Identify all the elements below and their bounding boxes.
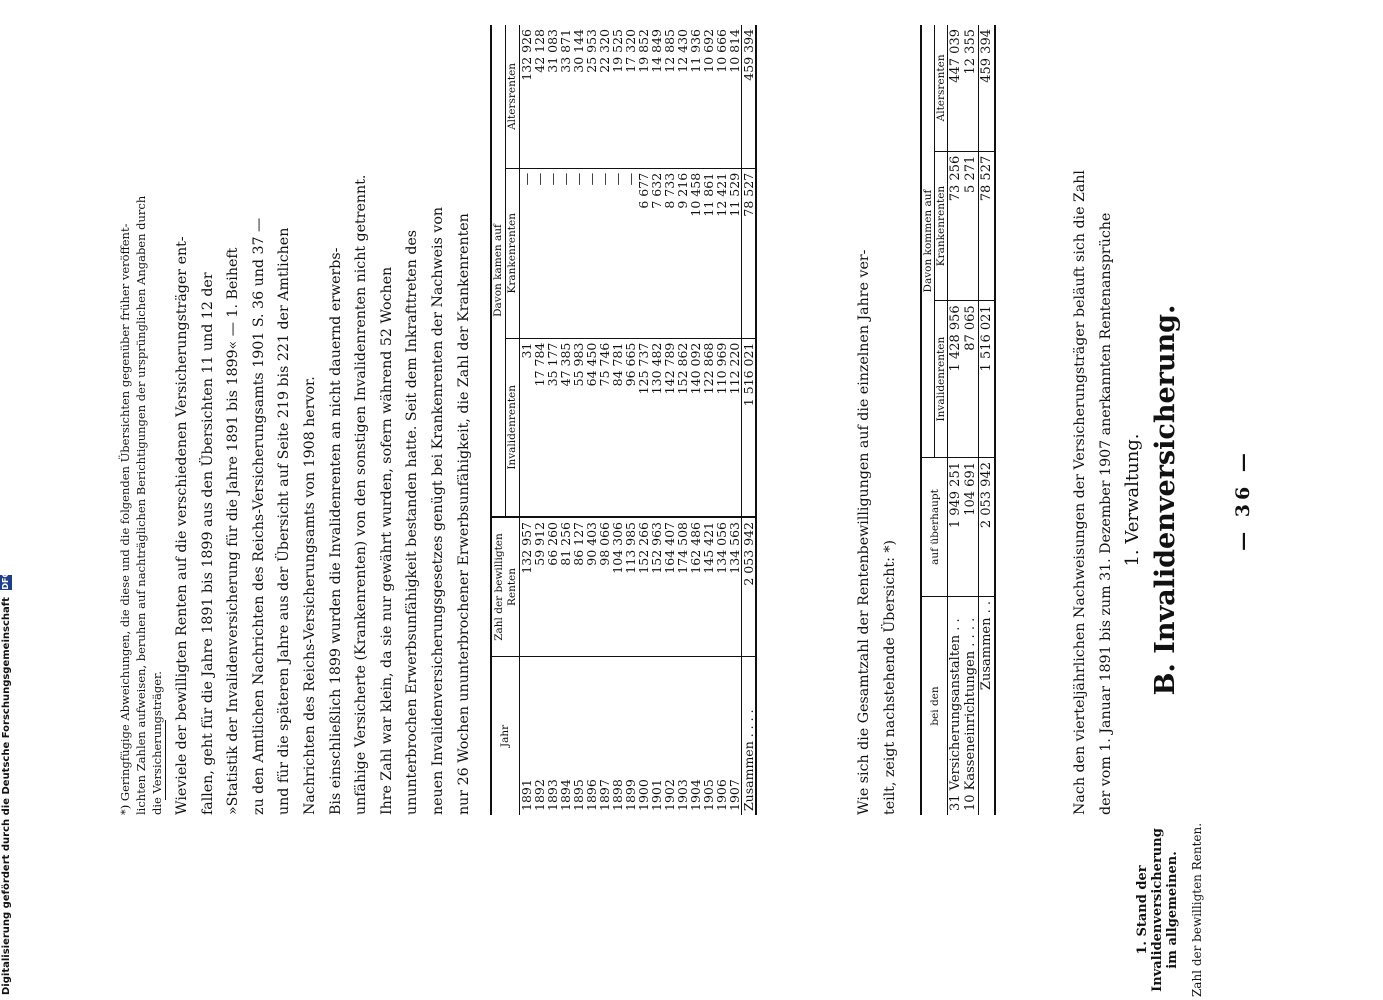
cell-alters: 447 039	[948, 29, 963, 83]
cell-year: 1899	[624, 657, 637, 816]
cell-alters: 11 936	[688, 29, 703, 73]
cell-year: 1904	[689, 657, 702, 816]
footnote-line: *) Geringfügige Abweichungen, die diese und die folgenden Übersichten gegenüber früher veröffent-	[118, 223, 132, 815]
cell-year: 1898	[611, 657, 624, 816]
cell-kranken: —	[572, 168, 585, 338]
body-line: nur 26 Wochen ununterbrochener Erwerbsunfähigkeit, die Zahl der Krankenrenten	[455, 213, 472, 815]
body-line: unfähige Versicherte (Krankenrenten) von den sonstigen Invalidenrenten nicht getrennt.	[353, 174, 370, 815]
cell-alters: 10 814	[727, 29, 742, 73]
cell-alters: 12 885	[662, 29, 677, 73]
footnote	[117, 25, 165, 815]
footnote-line: die Versicherungsträger.	[150, 671, 164, 815]
cell-total: 134 563	[728, 517, 742, 657]
header-altersrenten: Altersrenten	[506, 62, 518, 130]
cell-year: 1896	[585, 657, 598, 816]
cell-total: 113 985	[624, 517, 637, 657]
sum-invaliden: 1 516 021	[742, 338, 757, 517]
sum-label: Zusammen . .	[979, 597, 996, 816]
cell-invaliden: 31	[520, 338, 534, 517]
cell-total: 104 691	[963, 458, 979, 597]
digitization-notice	[0, 5, 12, 995]
cell-total: 134 056	[715, 517, 728, 657]
cell-kranken: —	[520, 168, 534, 338]
table-row	[702, 25, 715, 815]
header-invalidenrenten: Invalidenrenten	[935, 301, 948, 458]
body-line: ununterbrochen Erwerbsunfähigkeit bestanden hatte. Seit dem Inkrafttreten des	[404, 229, 421, 815]
body-line: zu den Amtlichen Nachrichten des Reichs-Versicherungsamts 1901 S. 36 und 37 —	[250, 217, 267, 815]
intro-paragraph	[1068, 25, 1119, 815]
table-row	[624, 25, 637, 815]
row-label: 31 Versicherungsanstalten . .	[948, 597, 964, 816]
table-row	[689, 25, 702, 815]
cell-total: 59 912	[533, 517, 546, 657]
cell-invaliden: 17 784	[533, 338, 546, 517]
header-auf-ueberhaupt: auf überhaupt	[921, 458, 948, 597]
cell-total: 145 421	[702, 517, 715, 657]
sum-kranken: 78 527	[742, 168, 757, 338]
margin-note	[1135, 820, 1204, 1000]
cell-total: 81 256	[559, 517, 572, 657]
cell-kranken: 8 733	[663, 168, 676, 338]
margin-note-line1: 1. Stand der	[1135, 865, 1150, 955]
cell-year: 1893	[546, 657, 559, 816]
cell-invaliden: 84 781	[611, 338, 624, 517]
table-row	[676, 25, 689, 815]
cell-year: 1905	[702, 657, 715, 816]
table-row	[715, 25, 728, 815]
page-number: — 36 —	[1232, 449, 1254, 551]
cell-kranken: 10 458	[689, 168, 702, 338]
cell-invaliden: 55 983	[572, 338, 585, 517]
header-zahl: Zahl der bewilligten Renten	[491, 517, 520, 657]
cell-alters: 10 666	[714, 29, 729, 73]
table-row	[559, 25, 572, 815]
cell-total: 98 066	[598, 517, 611, 657]
cell-alters: 132 926	[519, 29, 534, 81]
cell-alters: 42 128	[532, 29, 547, 73]
table-row	[546, 25, 559, 815]
dfg-logo-icon: DFG	[1, 570, 10, 590]
yearly-table-wrap	[490, 25, 757, 815]
header-jahr: Jahr	[491, 657, 520, 816]
cell-total: 1 949 251	[948, 458, 964, 597]
footnote-line: lichten Zahlen aufweisen, beruhen auf nachträglichen Berichtigungen der ursprünglichen Angaben durch	[134, 195, 148, 815]
cell-kranken: —	[598, 168, 611, 338]
cell-invaliden: 64 450	[585, 338, 598, 517]
cell-invaliden: 152 862	[676, 338, 689, 517]
cell-invaliden: 110 969	[715, 338, 728, 517]
cell-kranken: 5 271	[963, 151, 979, 301]
cell-invaliden: 142 789	[663, 338, 676, 517]
cell-kranken: —	[585, 168, 598, 338]
cell-alters: 25 953	[584, 29, 599, 73]
cell-year: 1894	[559, 657, 572, 816]
cell-year: 1895	[572, 657, 585, 816]
cell-year: 1892	[533, 657, 546, 816]
cell-year: 1907	[728, 657, 742, 816]
header-bei-den: bei den	[921, 597, 948, 816]
cell-invaliden: 35 177	[546, 338, 559, 517]
body-line: »Statistik der Invalidenversicherung für die Jahre 1891 bis 1899« — 1. Beiheft	[225, 247, 242, 815]
body-line: und für die späteren Jahre aus der Übersicht auf Seite 219 bis 221 der Amtlichen	[276, 227, 293, 815]
cell-total: 86 127	[572, 517, 585, 657]
cell-kranken: —	[624, 168, 637, 338]
sum-kranken: 78 527	[979, 151, 996, 301]
cell-total: 152 963	[650, 517, 663, 657]
table-row	[598, 25, 611, 815]
header-krankenrenten: Krankenrenten	[935, 151, 948, 301]
table-row	[663, 25, 676, 815]
transition-line: Wie sich die Gesamtzahl der Rentenbewilligungen auf die einzelnen Jahre ver-	[856, 249, 872, 815]
header-davon-kommen: Davon kommen auf	[922, 189, 934, 293]
body-paragraph	[170, 25, 477, 815]
cell-invaliden: 140 092	[689, 338, 702, 517]
cell-alters: 14 849	[649, 29, 664, 73]
table-row	[963, 25, 979, 815]
cell-total: 174 508	[676, 517, 689, 657]
cell-alters: 31 083	[545, 29, 560, 73]
summary-table-wrap	[920, 25, 996, 815]
cell-alters: 22 320	[597, 29, 612, 73]
cell-total: 132 957	[520, 517, 534, 657]
transition-paragraph	[852, 25, 903, 815]
header-altersrenten: Altersrenten	[935, 54, 947, 122]
transition-line: teilt, zeigt nachstehende Übersicht: *)	[881, 539, 898, 815]
cell-kranken: —	[533, 168, 546, 338]
cell-total: 162 486	[689, 517, 702, 657]
intro-line: der vom 1. Januar 1891 bis zum 31. Dezember 1907 anerkannten Rentenansprüche	[1097, 212, 1114, 815]
body-line: Wieviele der bewilligten Renten auf die verschiedenen Versicherungsträger ent-	[174, 236, 190, 815]
sum-row	[979, 25, 996, 815]
sum-alters: 459 394	[979, 29, 994, 83]
cell-total: 90 403	[585, 517, 598, 657]
cell-alters: 19 525	[610, 29, 625, 73]
table-row	[520, 25, 534, 815]
table-row	[611, 25, 624, 815]
sum-total: 2 053 942	[742, 517, 757, 657]
cell-total: 152 266	[637, 517, 650, 657]
cell-invaliden: 125 737	[637, 338, 650, 517]
sum-alters: 459 394	[741, 29, 756, 81]
sum-row	[742, 25, 757, 815]
table-row	[728, 25, 742, 815]
row-label: 10 Kasseneinrichtungen . . . .	[963, 597, 979, 816]
cell-kranken: 12 421	[715, 168, 728, 338]
footnote-divider	[165, 720, 166, 800]
body-line: Ihre Zahl war klein, da sie nur gewährt wurden, sofern während 52 Wochen	[378, 266, 395, 815]
cell-alters: 33 871	[558, 29, 573, 73]
cell-kranken: 11 861	[702, 168, 715, 338]
subsection-title: 1. Verwaltung.	[1122, 433, 1143, 567]
header-invalidenrenten: Invalidenrenten	[506, 338, 520, 517]
cell-kranken: —	[546, 168, 559, 338]
section-title: B. Invalidenversicherung.	[1150, 304, 1181, 696]
cell-invaliden: 47 385	[559, 338, 572, 517]
cell-kranken: 6 677	[637, 168, 650, 338]
sum-total: 2 053 942	[979, 458, 996, 597]
sum-invaliden: 1 516 021	[979, 301, 996, 458]
body-line: Bis einschließlich 1899 wurden die Invalidenrenten an nicht dauernd erwerbs-	[327, 247, 344, 815]
cell-year: 1901	[650, 657, 663, 816]
cell-invaliden: 130 482	[650, 338, 663, 517]
body-line: Nachrichten des Reichs-Versicherungsamts von 1908 hervor.	[301, 376, 318, 815]
cell-total: 66 260	[546, 517, 559, 657]
cell-year: 1902	[663, 657, 676, 816]
cell-alters: 12 430	[675, 29, 690, 73]
table-row	[572, 25, 585, 815]
header-davon-kamen: Davon kamen auf	[492, 224, 504, 317]
sum-label: Zusammen . . . .	[742, 657, 757, 816]
yearly-table-body	[520, 25, 742, 815]
summary-table	[920, 25, 996, 815]
cell-invaliden: 96 665	[624, 338, 637, 517]
margin-note-line2: Invalidenversicherung	[1150, 828, 1165, 992]
cell-total: 164 407	[663, 517, 676, 657]
cell-year: 1897	[598, 657, 611, 816]
table-row	[650, 25, 663, 815]
table-row	[533, 25, 546, 815]
margin-note-line4: Zahl der bewilligten Renten.	[1190, 822, 1204, 998]
body-line: fallen, geht für die Jahre 1891 bis 1899 aus den Übersichten 11 und 12 der	[199, 272, 216, 815]
cell-invaliden: 112 220	[728, 338, 742, 517]
yearly-table	[490, 25, 757, 815]
cell-alters: 19 852	[636, 29, 651, 73]
cell-total: 104 306	[611, 517, 624, 657]
cell-alters: 17 320	[623, 29, 638, 73]
table-row	[585, 25, 598, 815]
cell-year: 1906	[715, 657, 728, 816]
margin-note-line3: im allgemeinen.	[1165, 851, 1180, 969]
cell-kranken: 73 256	[948, 151, 964, 301]
cell-alters: 10 692	[701, 29, 716, 73]
cell-invaliden: 75 746	[598, 338, 611, 517]
cell-invaliden: 122 868	[702, 338, 715, 517]
cell-year: 1900	[637, 657, 650, 816]
cell-kranken: 9 216	[676, 168, 689, 338]
cell-year: 1903	[676, 657, 689, 816]
table-row	[637, 25, 650, 815]
cell-invaliden: 87 065	[963, 301, 979, 458]
cell-kranken: 7 632	[650, 168, 663, 338]
cell-alters: 30 144	[571, 29, 586, 73]
cell-kranken: —	[611, 168, 624, 338]
cell-kranken: —	[559, 168, 572, 338]
body-line: neuen Invalidenversicherungsgesetzes genügt bei Krankenrenten der Nachweis von	[429, 206, 446, 815]
digitization-text: Digitalisierung gefördert durch die Deutsche Forschungsgemeinschaft	[1, 597, 12, 995]
intro-line: Nach den vierteljährlichen Nachweisungen der Versicherungsträger beläuft sich die Zahl	[1072, 170, 1088, 815]
cell-alters: 12 355	[963, 29, 978, 75]
table-row	[948, 25, 964, 815]
cell-invaliden: 1 428 956	[948, 301, 964, 458]
header-krankenrenten: Krankenrenten	[506, 168, 520, 338]
cell-year: 1891	[520, 657, 534, 816]
cell-kranken: 11 529	[728, 168, 742, 338]
